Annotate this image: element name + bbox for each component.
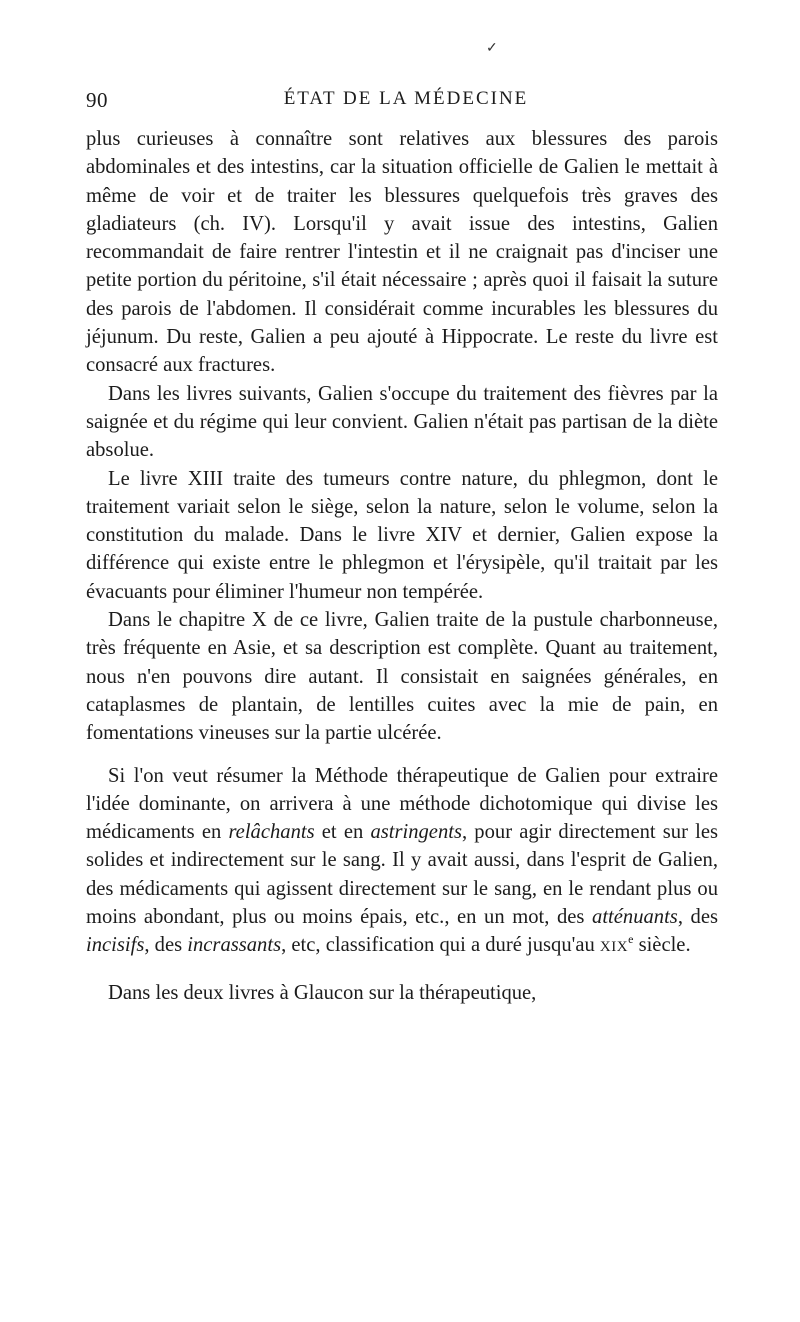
page-header bbox=[86, 88, 726, 118]
italic-term: astringents bbox=[370, 821, 462, 844]
paragraph-2 bbox=[86, 380, 718, 465]
text-run: Dans les deux livres à Glaucon sur la thérapeutique, bbox=[108, 981, 537, 1004]
superscript: e bbox=[628, 932, 634, 947]
text-run: , des bbox=[677, 906, 719, 929]
paragraph-3 bbox=[86, 465, 718, 606]
text-run: Dans le chapitre X de ce livre, Galien traite de la pustule charbonneuse, très fréquente en Asie, et sa description est complète. Quant au traitement, nous n'en pouvons dire autant. Il consistait en saignées générales, en cataplasmes de plantain, de lentilles cuites avec la mie de pain, en fomentations vineuses sur la partie ulcérée. bbox=[86, 609, 718, 745]
text-run: Le livre XIII traite des tumeurs contre nature, du phlegmon, dont le traitement variait selon le siège, selon la nature, selon le volume, selon la constitution du malade. Dans le livre XIV et dernier, Galien expose la différence qui existe entre le phlegmon et l'érysipèle, qu'il traitait par les évacuants pour éliminer l'humeur non tempérée. bbox=[86, 467, 718, 603]
body-text bbox=[86, 125, 718, 1007]
paragraph-4 bbox=[86, 606, 718, 747]
text-run: , pour agir directement sur les solides et indirectement sur le sang. Il y avait aussi, dans l'esprit de Galien, des médicaments qui agissent directement sur le sang, en le rendant plus ou moins abondant, plus ou moins épais, etc., en un mot, des bbox=[86, 821, 718, 929]
italic-term: relâchants bbox=[228, 821, 315, 844]
paragraph-5 bbox=[86, 762, 718, 962]
paragraph-6 bbox=[86, 979, 718, 1007]
text-run: siècle. bbox=[633, 934, 691, 957]
italic-term: incrassants bbox=[187, 934, 282, 957]
page-number: 90 bbox=[86, 88, 108, 112]
text-run: plus curieuses à connaître sont relatives aux blessures des parois abdominales et des intestins, car la situation officielle de Galien le mettait à même de voir et de traiter les blessures quelquefois très graves des gladiateurs (ch. IV). Lorsqu'il y avait issue des intestins, Galien recommandait de faire rentrer l'intestin et il ne craignait pas d'inciser une petite portion du péritoine, s'il était nécessaire ; après quoi il faisait la suture des parois de l'abdomen. Il considérait comme incurables les blessures du jéjunum. Du reste, Galien a peu ajouté à Hippocrate. Le reste du livre est consacré aux fractures. bbox=[86, 128, 718, 377]
text-run: et en bbox=[314, 821, 371, 844]
running-title: ÉTAT DE LA MÉDECINE bbox=[283, 88, 529, 109]
italic-term: atténuants bbox=[592, 906, 678, 929]
pencil-check-mark: ✓ bbox=[486, 41, 498, 56]
paragraph-1 bbox=[86, 125, 718, 380]
text-run: Si l'on veut résumer la Méthode thérapeutique de Galien pour extraire l'idée dominante, on arrivera à une méthode dichotomique qui divise les médicaments en bbox=[86, 764, 718, 844]
roman-numeral: XIX bbox=[599, 939, 629, 956]
text-run: , etc, classification qui a duré jusqu'au bbox=[281, 934, 600, 957]
text-run: Dans les livres suivants, Galien s'occupe du traitement des fièvres par la saignée et du régime qui leur convient. Galien n'était pas partisan de la diète absolue. bbox=[86, 382, 718, 462]
italic-term: incisifs bbox=[86, 934, 145, 957]
text-run: , des bbox=[144, 934, 188, 957]
